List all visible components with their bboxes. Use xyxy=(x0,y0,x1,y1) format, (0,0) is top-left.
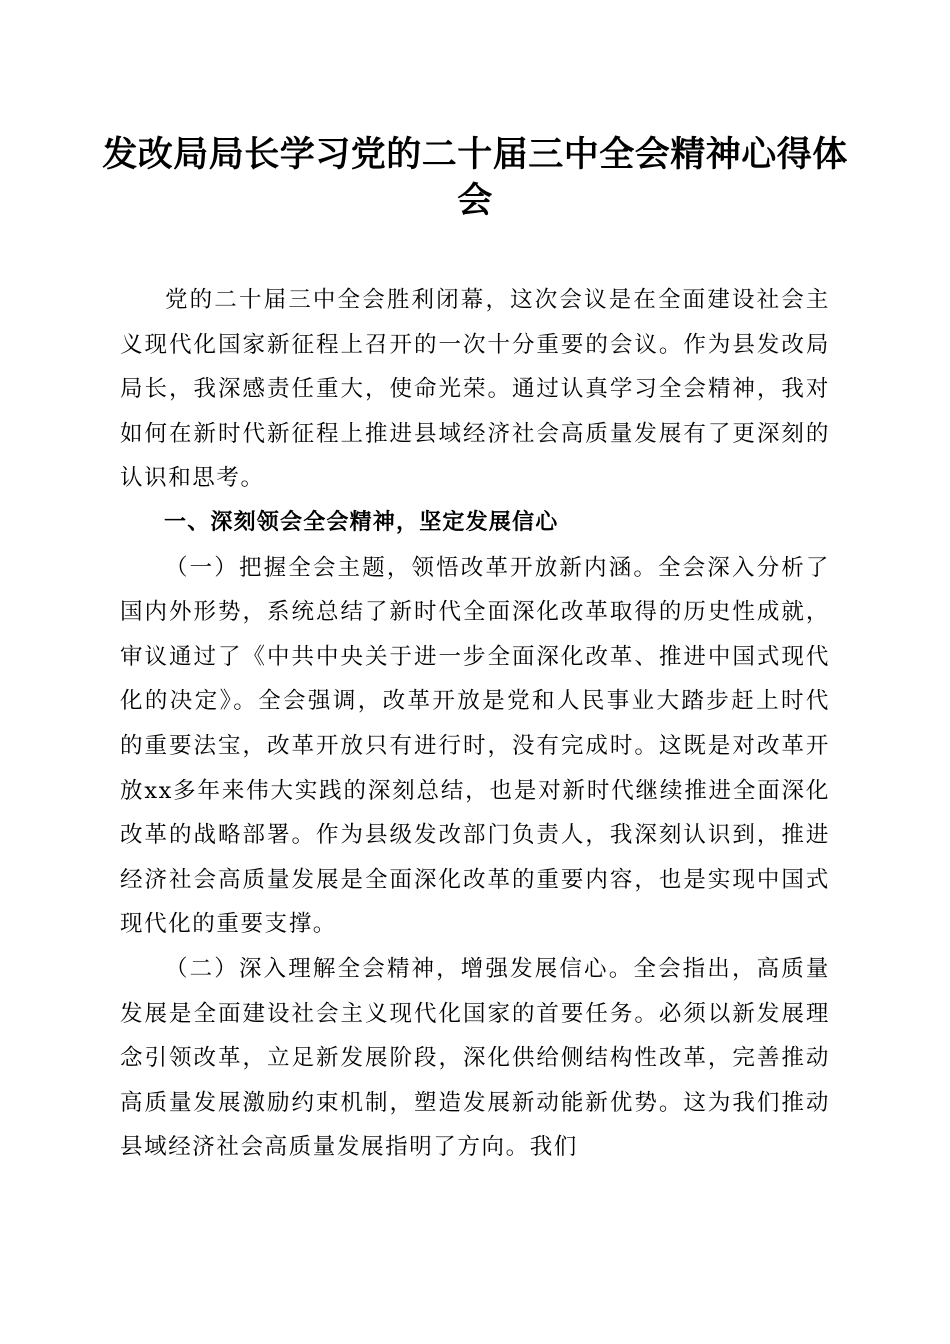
subsection-text-1: 全会深入分析了国内外形势，系统总结了新时代全面深化改革取得的历史性成就，审议通过了《中共中央关于进一步全面深化改革、推进中国式现代化的决定》。全会强调，改革开放是党和人民事业大踏步赶上时代的重要法宝，改革开放只有进行时，没有完成时。这既是对改革开放xx多年来伟大实践的深刻总结，也是对新时代继续推进全面深化改革的战略部署。作为县级发改部门负责人，我深刻认识到，推进经济社会高质量发展是全面深化改革的重要内容，也是实现中国式现代化的重要支撑。 xyxy=(120,554,830,938)
subsection-paragraph-1 xyxy=(120,546,830,947)
subsection-paragraph-2 xyxy=(120,947,830,1170)
subsection-lead-2: （二）深入理解全会精神，增强发展信心。 xyxy=(165,955,634,982)
intro-paragraph: 党的二十届三中全会胜利闭幕，这次会议是在全面建设社会主义现代化国家新征程上召开的一次十分重要的会议。作为县发改局局长，我深感责任重大，使命光荣。通过认真学习全会精神，我对如何在新时代新征程上推进县域经济社会高质量发展有了更深刻的认识和思考。 xyxy=(120,287,830,492)
document-title: 发改局局长学习党的二十届三中全会精神心得体会 xyxy=(102,134,848,221)
subsection-text-2: 全会指出，高质量发展是全面建设社会主义现代化国家的首要任务。必须以新发展理念引领改革，立足新发展阶段，深化供给侧结构性改革，完善推动高质量发展激励约束机制，塑造发展新动能新优势。这为我们推动县域经济社会高质量发展指明了方向。我们 xyxy=(120,955,830,1161)
section-heading-1: 一、深刻领会全会精神，坚定发展信心 xyxy=(164,509,559,535)
subsection-lead-1: （一）把握全会主题，领悟改革开放新内涵。 xyxy=(165,554,658,581)
document-body xyxy=(120,278,830,1170)
